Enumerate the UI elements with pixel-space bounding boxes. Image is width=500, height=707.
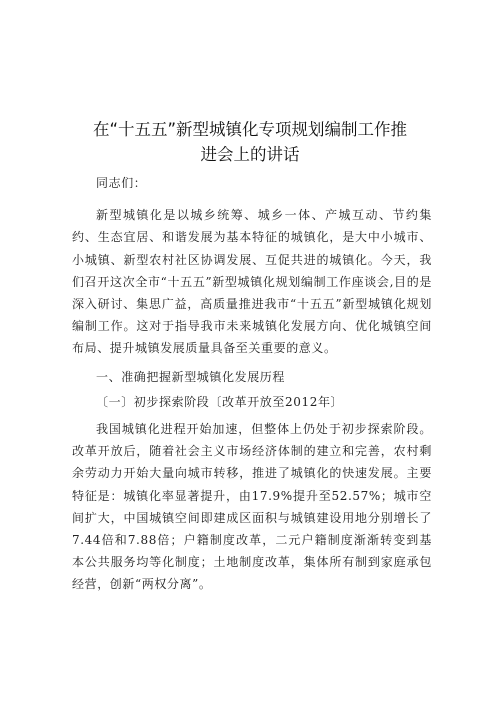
body-paragraph: 我国城镇化进程开始加速，但整体上仍处于初步探索阶段。改革开放后，随着社会主义市场经济体制的建立和完善，农村剩余劳动力开始大量向城市转移，推进了城镇化的快速发展。主要特征是：城镇化率显著提升，由17.9%提升至52.57%；城市空间扩大，中国城镇空间即建成区面积与城镇建设用地分别增长了7.44倍和7.88倍；户籍制度改革，二元户籍制度渐渐转变到基本公共服务均等化制度；土地制度改革，集体所有制到家庭承包经营，创新“两权分离”。 xyxy=(72,422,432,592)
title-line-2: 进会上的讲话 xyxy=(200,145,300,164)
subsection-heading: 〔一〕初步探索阶段〔改革开放至2012年〕 xyxy=(96,394,344,409)
title-line-1: 在“十五五”新型城镇化专项规划编制工作推 xyxy=(92,120,408,139)
document-title xyxy=(60,117,440,167)
intro-paragraph: 新型城镇化是以城乡统筹、城乡一体、产城互动、节约集约、生态宜居、和谐发展为基本特征的城镇化，是大中小城市、小城镇、新型农村社区协调发展、互促共进的城镇化。今天，我们召开这次全市“十五五”新型城镇化规划编制工作座谈会,目的是深入研讨、集思广益，高质量推进我市“十五五”新型城镇化规划编制工作。这对于指导我市未来城镇化发展方向、优化城镇空间布局、提升城镇发展质量具备至关重要的意义。 xyxy=(72,208,432,356)
document-body xyxy=(72,172,432,596)
greeting: 同志们： xyxy=(96,176,147,190)
section-heading: 一、准确把握新型城镇化发展历程 xyxy=(96,369,286,384)
